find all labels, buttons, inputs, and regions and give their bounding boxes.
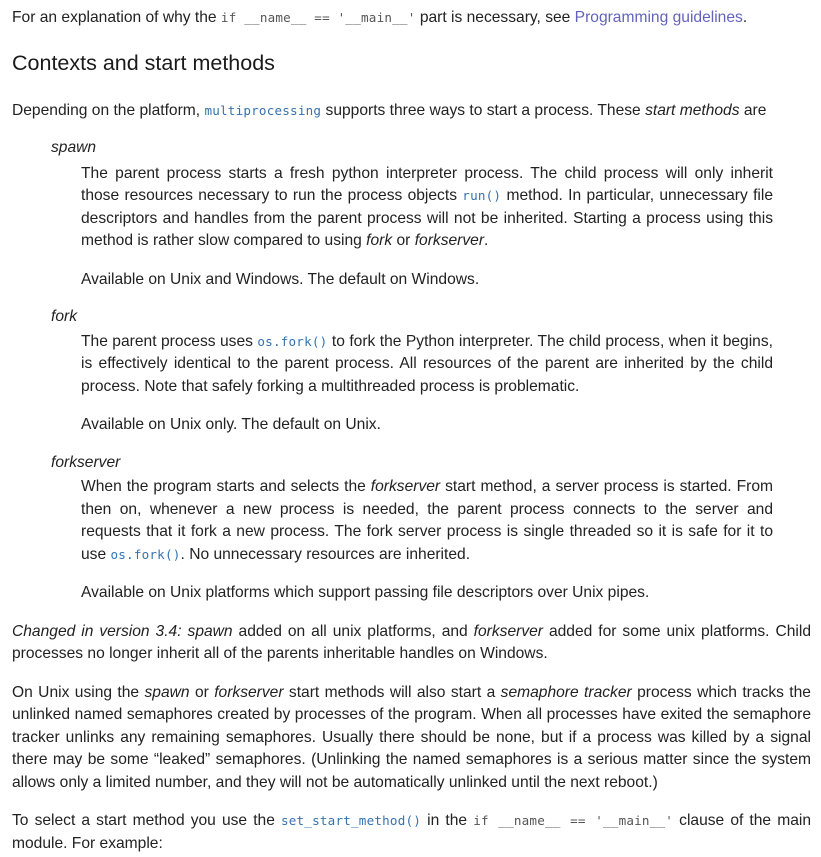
os-fork-link[interactable]: os.fork() — [257, 333, 328, 349]
text: process which tracks the unlinked named semaphores created by processes of the program. When all processes have exited the semaphore tracker unlinks any remaining semaphores. Usually there should be none, but if a process was killed by a signal there may be some “leaked” semaphores. (Unlinking the named semaphores is a serious matter since the system allows only a limited number, and they will not be automatically unlinked until the next reboot.) — [12, 683, 811, 791]
text: or — [392, 232, 415, 249]
start-methods-paragraph — [12, 100, 811, 123]
text: To select a start method you use the — [12, 812, 281, 829]
emphasis: forkserver — [473, 622, 543, 640]
fork-availability: Available on Unix only. The default on Unix. — [81, 416, 381, 433]
text: in the — [421, 812, 474, 829]
spawn-description — [81, 163, 773, 253]
text: . — [484, 232, 489, 249]
spawn-availability: Available on Unix and Windows. The default on Windows. — [81, 270, 480, 288]
os-fork-link[interactable]: os.fork() — [110, 546, 181, 562]
multiprocessing-module-link[interactable]: multiprocessing — [204, 102, 322, 118]
definition-forkserver — [81, 476, 773, 605]
section-heading: Contexts and start methods — [12, 50, 275, 75]
text: The parent process uses — [81, 332, 258, 350]
emphasis: Changed in version 3.4: spawn — [12, 622, 233, 640]
term-forkserver: forkserver — [51, 453, 121, 471]
text: Depending on the platform, — [12, 101, 205, 119]
select-method-paragraph — [12, 810, 811, 855]
intro-paragraph — [12, 7, 811, 30]
version-changed-note — [12, 621, 811, 666]
text: supports three ways to start a process. These — [321, 101, 646, 119]
set-start-method-link[interactable]: set_start_method() — [280, 813, 422, 828]
definition-spawn — [81, 163, 773, 292]
intro-text: For an explanation of why the — [12, 9, 221, 26]
text: . No unnecessary resources are inherited. — [180, 545, 471, 563]
definition-fork — [81, 331, 773, 437]
term-fork: fork — [51, 308, 77, 325]
emphasis: forkserver — [214, 683, 284, 701]
text: added on all unix platforms, and — [232, 622, 474, 640]
emphasis: forkserver — [370, 478, 441, 495]
text: When the program starts and selects the — [81, 478, 371, 495]
programming-guidelines-link[interactable]: Programming guidelines — [574, 9, 743, 26]
text: start method, a server process is started. From then on, whenever a new process is needed, the parent process connects to the server and requests that it fork a new process. The fork server process is single threaded so it is safe for it to use — [81, 478, 773, 563]
text: method. In particular, unnecessary file descriptors and handles from the parent process will not be inherited. Starting a process using this method is rather slow compared to using — [81, 187, 774, 249]
text: or — [189, 683, 215, 701]
text: clause of the main module. For example: — [12, 812, 812, 852]
fork-description — [81, 331, 773, 399]
inline-code: if __name__ == '__main__' — [473, 813, 674, 828]
emphasis: semaphore tracker — [500, 683, 632, 701]
text: added for some unix platforms. Child processes no longer inherit all of the parents inheritable handles on Windows. — [12, 622, 812, 662]
inline-code: if __name__ == '__main__' — [220, 10, 416, 25]
text: On Unix using the — [12, 683, 145, 701]
text: to fork the Python interpreter. The child process, when it begins, is effectively identical to the parent process. All resources of the parent are inherited by the child process. Note that safely forking a multithreaded process is problematic. — [81, 332, 773, 395]
text: start methods will also start a — [283, 683, 501, 701]
text: The parent process starts a fresh python interpreter process. The child process will only inherit those resources necessary to run the process objects — [81, 164, 773, 204]
emphasis: forkserver — [414, 232, 485, 249]
forkserver-availability: Available on Unix platforms which support passing file descriptors over Unix pipes. — [81, 584, 650, 601]
semaphore-tracker-paragraph — [12, 682, 811, 795]
text: are — [739, 101, 767, 119]
emphasis: fork — [366, 232, 393, 249]
emphasis: spawn — [144, 683, 190, 701]
intro-text: . — [742, 9, 748, 26]
intro-text: part is necessary, see — [415, 9, 575, 26]
forkserver-description — [81, 476, 773, 566]
run-method-link[interactable]: run() — [462, 188, 502, 203]
emphasis: start methods — [645, 101, 740, 119]
term-spawn: spawn — [51, 139, 97, 156]
